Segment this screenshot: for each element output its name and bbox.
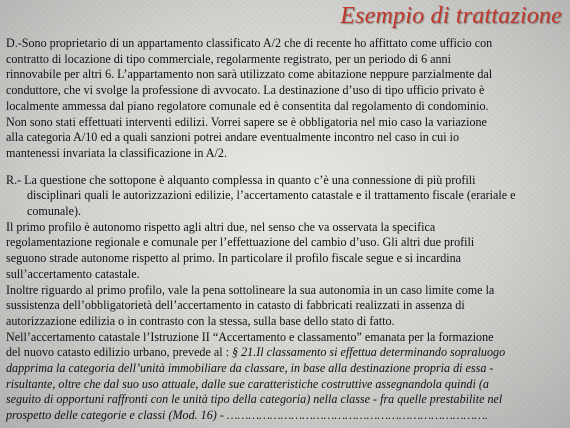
text-line: conduttore, che vi svolge la professione di avvocato. La destinazione d’uso di tipo ufficio privato è <box>6 83 485 98</box>
slide-title: Esempio di trattazione <box>340 3 562 29</box>
text-line: Il primo profilo è autonomo rispetto agli altri due, nel senso che va osservata la specifica <box>6 219 436 234</box>
text-line: disciplinari quali le autorizzazioni edilizie, l’accertamento catastale e il trattamento fiscale (erariale e <box>27 188 516 203</box>
quote-start: § 21.Il classamento si effettua determinando sopraluogo <box>229 345 506 360</box>
text-line: Non sono stati effettuati interventi edilizi. Vorrei sapere se è obbligatoria nel mio caso la variazione <box>6 114 487 129</box>
answer-body-paragraph <box>6 220 562 424</box>
quote-line: prospetto delle categorie e classi (Mod. 16) - ………………………………………………………………. <box>6 408 488 423</box>
text-line: contratto di locazione di tipo commerciale, regolarmente registrato, per un periodo di 6 anni <box>6 51 451 66</box>
text-line: localmente ammessa dal piano regolatore comunale ed è consentita dal regolamento di condominio. <box>6 98 489 113</box>
quote-line: seguito di opportuni raffronti con le unità tipo della categoria) nella classe - fra quelle prestabilite nel <box>6 392 503 407</box>
text-line: rinnovabile per altri 6. L’appartamento non sarà utilizzato come abitazione neppure parzialmente dal <box>6 67 493 82</box>
text-line: mantenessi invariata la classificazione in A/2. <box>6 145 227 160</box>
text-line: alla categoria A/10 ed a quali sanzioni potrei andare eventualmente incontro nel caso in cui io <box>6 130 460 145</box>
text-line: R.- La questione che sottopone è alquanto complessa in quanto c’è una connessione di più profili <box>6 172 476 187</box>
answer-intro-paragraph <box>6 173 562 220</box>
text-line: Nell’accertamento catastale l’Istruzione II “Accertamento e classamento” emanata per la formazione <box>6 329 494 344</box>
slide-content <box>6 36 562 424</box>
text-segment: del nuovo catasto edilizio urbano, prevede al : <box>6 345 229 360</box>
text-line: sussistenza dell’obbligatorietà dell’accertamento in catasto di fabbricati realizzati in assenza di <box>6 298 465 313</box>
quote-line: dapprima la categoria dell’unità immobiliare da classare, in base alla destinazione propria di essa - <box>6 361 494 376</box>
text-line <box>6 345 562 361</box>
question-paragraph <box>6 36 562 162</box>
text-line: seguono strade autonome rispetto al primo. In particolare il profilo fiscale segue e si incardina <box>6 251 462 266</box>
text-line: D.-Sono proprietario di un appartamento classificato A/2 che di recente ho affittato come ufficio con <box>6 36 493 50</box>
text-line: comunale). <box>27 204 82 219</box>
text-line: sull’accertamento catastale. <box>6 266 140 281</box>
paragraph-gap <box>6 162 562 173</box>
text-line: Inoltre riguardo al primo profilo, vale la pena sottolineare la sua autonomia in un caso limite come la <box>6 282 495 297</box>
text-line: autorizzazione edilizia o in contrasto con la stessa, sulla base dello stato di fatto. <box>6 313 395 328</box>
text-line: regolamentazione regionale e comunale per l’effettuazione del cambio d’uso. Gli altri due profili <box>6 235 475 250</box>
quote-line: risultante, oltre che dal suo uso attuale, dalle sue caratteristiche costruttive assegnandola quindi (a <box>6 376 489 391</box>
